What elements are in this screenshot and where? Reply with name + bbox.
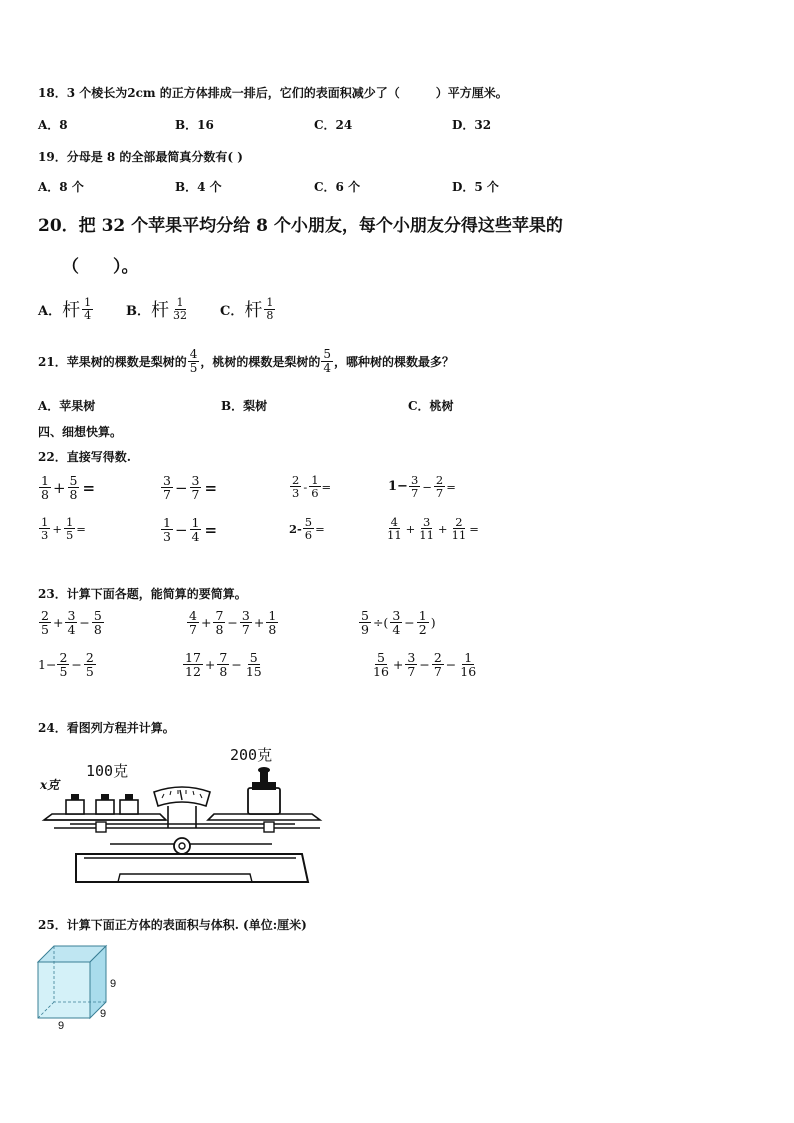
q20-option-b-label: B． [126,303,150,319]
q18-stem: 18．3 个棱长为2cm 的正方体排成一排后，它们的表面积减少了（ ）平方厘米。 [38,86,508,100]
q24-stem: 24．看图列方程并计算。 [38,721,175,735]
q20-option-c-glyph: 杆 [244,300,263,321]
q22-stem: 22．直接写得数. [38,450,131,464]
section-heading: 四、细想快算。 [38,425,123,439]
fraction: $\frac{5}{15}$ [245,650,262,680]
fraction: $\frac{1}{3}$ [41,515,49,543]
q22-expr-7: 2- $\frac{5}{6}$ = [289,515,325,543]
cube-diagram [34,940,134,1030]
q20-stem: 20．把 32 个苹果平均分给 8 个小朋友，每个小朋友分得这些苹果的 [38,216,563,236]
fraction: $\frac{3}{7}$ [191,473,200,503]
fraction: $\frac{1}{5}$ [65,515,74,543]
fraction: $\frac{3}{7}$ [163,473,171,503]
q23-expr-1: $\frac{2}{5}$ + $\frac{3}{4}$ − $\frac{5}{8}$ [41,608,102,638]
q19-option-b[interactable]: B．4 个 [175,180,222,194]
q20-option-a-label: A． [38,303,62,319]
fraction: $\frac{5}{16}$ [373,650,389,680]
q20-option-b-fraction: $\frac{1}{32}$ [173,295,187,322]
q21-option-a[interactable]: A．苹果树 [38,399,96,413]
q19-option-c[interactable]: C．6 个 [314,180,361,194]
q22-expr-8: $\frac{4}{11}$ + $\frac{3}{11}$ + $\frac{2}{11}$ = [387,515,479,543]
q23-expr-5: $\frac{17}{12}$ + $\frac{7}{8}$ − $\frac{5}{15}$ [185,650,262,680]
fraction: $\frac{2}{7}$ [433,650,442,680]
q22-expr-1: $\frac{1}{8}$ + $\frac{5}{8}$ = [41,473,96,503]
q20-option-a-glyph: 杆 [62,300,81,321]
q21-stem-part2: ，桃树的棵数是梨树的 [200,354,321,369]
fraction: $\frac{1}{6}$ [311,473,319,501]
q22-expr-2: $\frac{3}{7}$ − $\frac{3}{7}$ = [163,473,218,503]
fraction: $\frac{2}{11}$ [451,515,467,543]
cube-figure [34,940,134,1040]
fraction: $\frac{1}{2}$ [418,608,427,638]
cube-edge-label-right: 9 [110,978,117,990]
q19-option-d[interactable]: D．5 个 [452,180,499,194]
fraction: $\frac{3}{7}$ [407,650,416,680]
balance-scale-figure [40,742,340,892]
q20-option-c-fraction: $\frac{1}{8}$ [266,295,274,322]
q22-expr-4: 1− $\frac{3}{7}$ − $\frac{2}{7}$ = [388,473,456,501]
q19-stem: 19．分母是 8 的全部最简真分数有( ) [38,150,243,164]
fraction: $\frac{3}{11}$ [419,515,434,543]
q19-option-a[interactable]: A．8 个 [38,180,84,194]
fraction: $\frac{1}{8}$ [41,473,49,503]
q23-expr-6: $\frac{5}{16}$ + $\frac{3}{7}$ − $\frac{2}{7}$ − $\frac{1}{16}$ [373,650,477,680]
cube-edge-label-front: 9 [100,1008,107,1020]
fraction: $\frac{4}{7}$ [189,608,197,638]
q23-expr-2: $\frac{4}{7}$ + $\frac{7}{8}$ − $\frac{3}{7}$ + $\frac{1}{8}$ [189,608,277,638]
fraction: $\frac{2}{5}$ [85,650,94,680]
fraction: $\frac{2}{7}$ [435,473,444,501]
fraction: $\frac{17}{12}$ [185,650,201,680]
fraction: $\frac{1}{3}$ [163,515,171,545]
q21-stem-part3: ，哪种树的棵数最多？ [334,354,455,369]
fraction: $\frac{5}{9}$ [361,608,369,638]
fraction: $\frac{3}{7}$ [241,608,250,638]
q22-expr-3: $\frac{2}{3}$ - $\frac{1}{6}$ = [292,473,332,501]
q23-expr-4: 1− $\frac{2}{5}$ − $\frac{2}{5}$ [38,650,94,680]
q20-option-c[interactable] [220,296,276,322]
q25-stem: 25．计算下面正方体的表面积与体积. (单位:厘米) [38,918,307,932]
fraction: $\frac{7}{8}$ [219,650,228,680]
fraction: $\frac{3}{7}$ [410,473,419,501]
fraction: $\frac{4}{11}$ [387,515,402,543]
q18-option-b[interactable]: B．16 [175,118,214,132]
q23-stem: 23．计算下面各题，能简算的要简算。 [38,587,247,601]
q23-expr-3: $\frac{5}{9}$ ÷( $\frac{3}{4}$ − $\frac{1}{2}$ ) [361,608,436,638]
q20-blank: （ ）。 [62,257,139,277]
q18-option-a[interactable]: A．8 [38,118,68,132]
q22-expr-5: $\frac{1}{3}$ + $\frac{1}{5}$ = [41,515,86,543]
q20-option-c-label: C． [220,303,244,319]
fraction: $\frac{5}{8}$ [93,608,102,638]
fraction: $\frac{5}{8}$ [69,473,78,503]
fraction: $\frac{2}{5}$ [41,608,49,638]
fraction: $\frac{7}{8}$ [215,608,224,638]
q21-option-c[interactable]: C．桃树 [408,399,454,413]
q21-fraction-2: $\frac{5}{4}$ [323,347,331,375]
q18-option-c[interactable]: C．24 [314,118,353,132]
q21-option-b[interactable]: B．梨树 [221,399,268,413]
q22-expr-6: $\frac{1}{3}$ − $\frac{1}{4}$ = [163,515,218,545]
q20-option-a[interactable] [38,296,94,322]
balance-scale-illustration [40,742,340,892]
cube-edge-label-bottom: 9 [58,1020,65,1032]
q20-option-b-glyph: 杆 [151,300,169,321]
q21-fraction-1: $\frac{4}{5}$ [189,347,198,375]
fraction: $\frac{2}{5}$ [59,650,68,680]
weight-label-200: 200克 [230,746,273,764]
fraction: $\frac{1}{4}$ [191,515,200,545]
fraction: $\frac{1}{16}$ [460,650,477,680]
q21-stem-part1: 21．苹果树的棵数是梨树的 [38,354,187,369]
q20-option-a-fraction: $\frac{1}{4}$ [84,295,92,322]
q18-option-d[interactable]: D．32 [452,118,492,132]
q20-option-b[interactable] [126,296,190,322]
q21-stem [38,348,454,374]
weight-label-100: 100克 [86,762,129,780]
fraction: $\frac{5}{6}$ [304,515,313,543]
fraction: $\frac{3}{4}$ [67,608,76,638]
fraction: $\frac{2}{3}$ [292,473,300,501]
fraction: $\frac{3}{4}$ [392,608,401,638]
fraction: $\frac{1}{8}$ [268,608,277,638]
weight-label-x: x克 [40,778,60,792]
